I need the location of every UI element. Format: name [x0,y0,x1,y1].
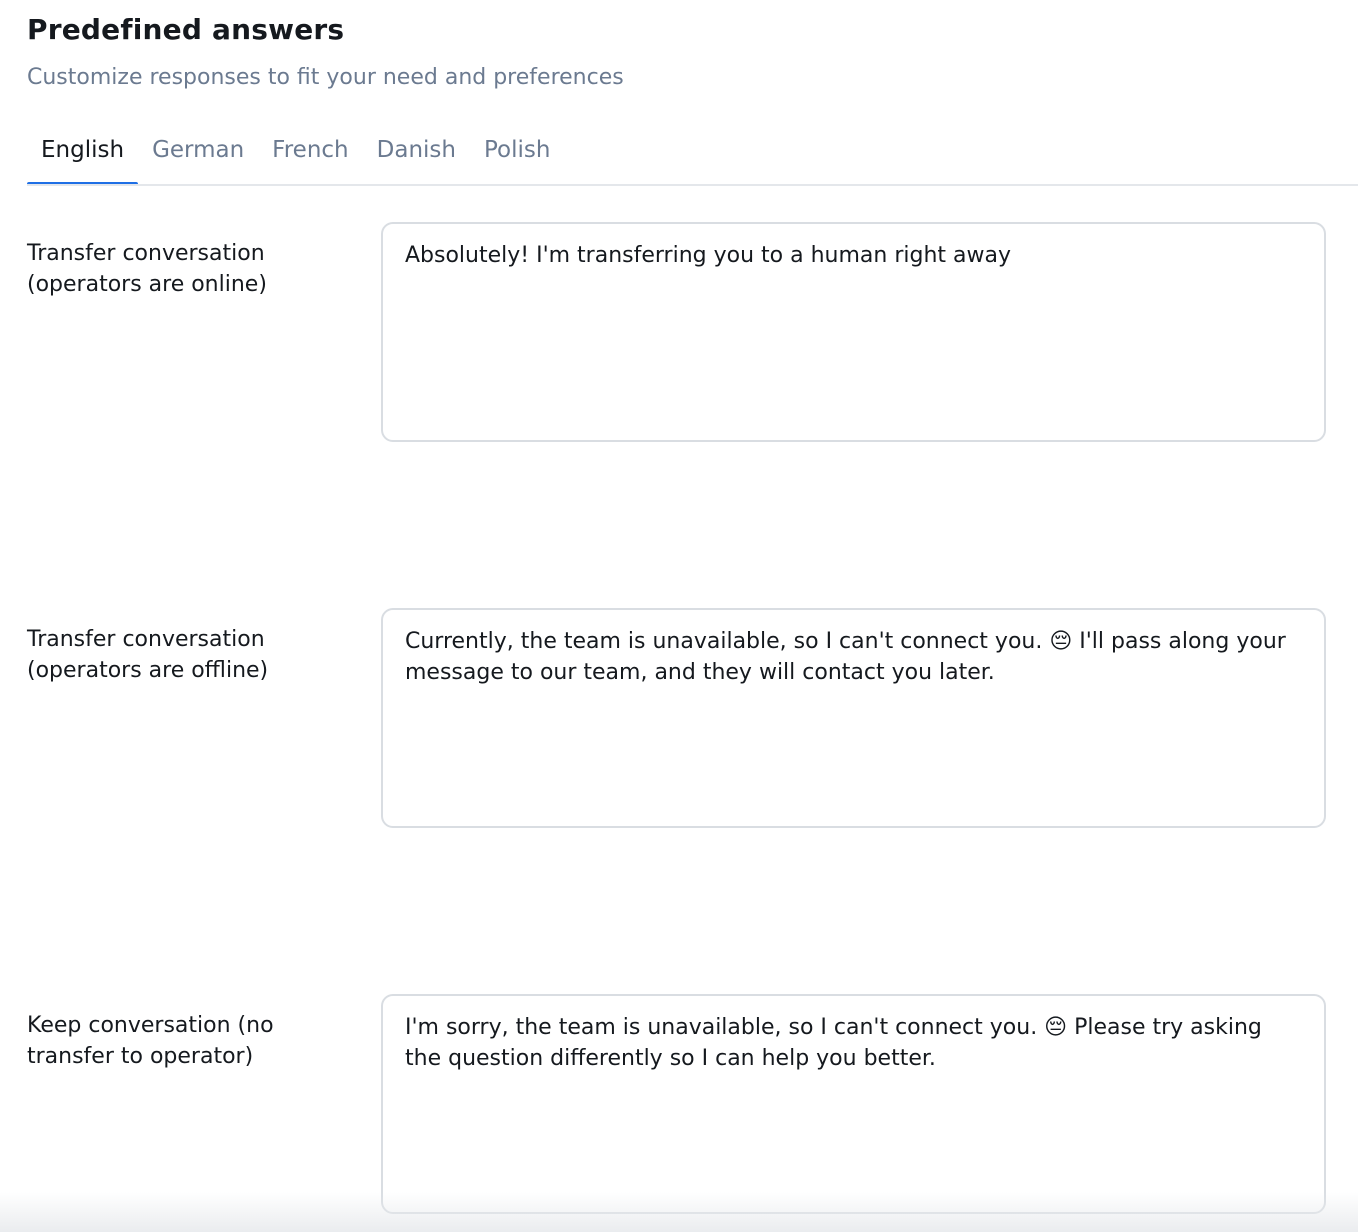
answer-row-transfer-online [27,222,1327,444]
answer-label-transfer-online: Transfer conversation (operators are online) [27,241,267,297]
tab-german[interactable]: German [152,137,245,163]
tab-english[interactable]: English [27,128,138,186]
answer-row-transfer-offline [27,608,1327,830]
tab-french[interactable]: French [272,137,349,163]
page-subtitle: Customize responses to fit your need and preferences [27,65,624,90]
answer-textarea-keep-conversation[interactable] [381,994,1326,1214]
answer-textarea-transfer-offline[interactable] [381,608,1326,828]
tab-danish[interactable]: Danish [376,137,456,163]
answer-label-keep-conversation: Keep conversation (no transfer to operator) [27,1013,274,1069]
answer-label-transfer-offline: Transfer conversation (operators are offline) [27,627,269,683]
tabs-divider [27,184,1358,186]
page-title: Predefined answers [27,13,345,46]
tab-polish[interactable]: Polish [483,137,551,163]
answer-row-keep-conversation [27,994,1327,1216]
language-tabs [27,128,564,186]
answer-textarea-transfer-online[interactable] [381,222,1326,442]
